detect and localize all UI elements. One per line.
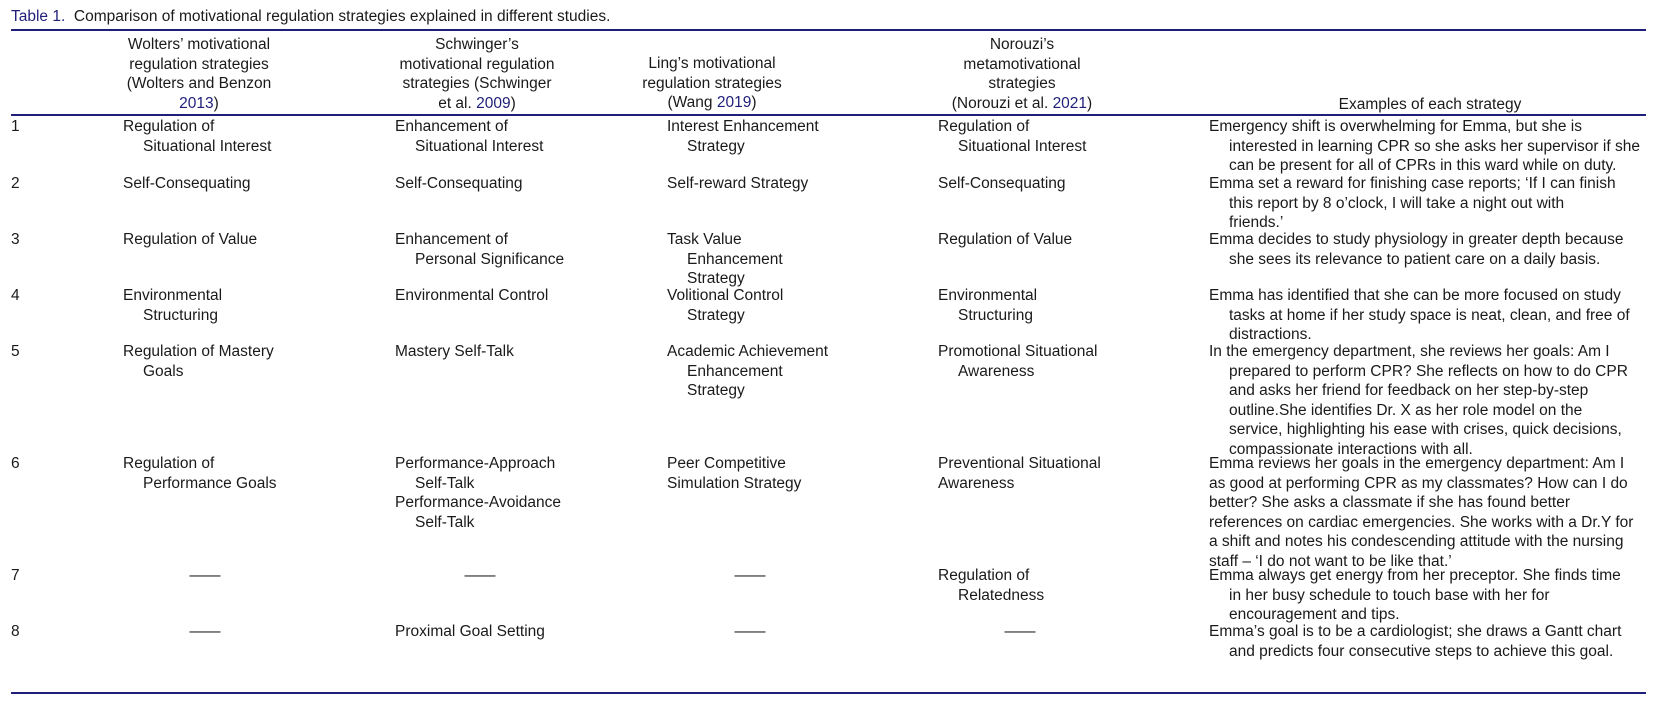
cell-line: service, highlighting his ease with crises, quick decisions,: [1229, 421, 1622, 438]
cell-line: ——: [1004, 623, 1036, 640]
cell-line: Enhancement: [687, 362, 783, 380]
table-cell-c5: [1209, 622, 1649, 661]
cell-line: this report by 8 o’clock, I will take a night out with: [1229, 194, 1565, 212]
cell-line: Self-Consequating: [123, 175, 251, 192]
header-ling: [612, 54, 812, 113]
header-wolters-line3: (Wolters and Benzon: [126, 75, 272, 92]
table-cell-c4: [938, 117, 1198, 156]
cell-line: Regulation of Mastery: [123, 343, 274, 360]
top-rule: [11, 29, 1646, 31]
empty-cell-dash: [995, 622, 1045, 642]
table-cell-c4: [938, 566, 1198, 605]
cell-line: Personal Significance: [415, 250, 565, 268]
table-cell-c3: [667, 174, 927, 194]
header-schwinger-close: ): [510, 94, 516, 112]
table-cell-c2: [395, 622, 650, 642]
header-schwinger-line3: strategies (Schwinger: [402, 75, 552, 92]
cell-line: Strategy: [687, 270, 745, 287]
header-wolters-line2: regulation strategies: [129, 55, 269, 73]
header-ling-line2: regulation strategies: [642, 74, 782, 92]
header-norouzi-line1: Norouzi’s: [989, 36, 1055, 53]
cell-line: Regulation of: [123, 118, 215, 135]
header-norouzi-line2: metamotivational: [963, 55, 1081, 73]
cell-line: Awareness: [938, 474, 1015, 492]
cell-line: a shift and notes his condescending attitude with the nursing: [1209, 533, 1624, 550]
cell-line: ——: [189, 567, 221, 584]
cell-line: staff – ‘I do not want to be like that.’: [1209, 552, 1452, 570]
cell-line: Emma has identified that she can be more focused on study: [1209, 287, 1621, 304]
row-number: 8: [11, 623, 20, 640]
norouzi-citation-link[interactable]: 2021: [1052, 94, 1088, 112]
empty-cell-dash: [725, 566, 775, 586]
cell-line: Environmental Control: [395, 287, 549, 304]
row-number: 6: [11, 455, 20, 472]
row-number: 1: [11, 118, 20, 135]
cell-line: Strategy: [687, 382, 745, 399]
cell-line: Preventional Situational: [938, 455, 1101, 472]
table-cell-c5: [1209, 454, 1649, 571]
empty-cell-dash: [180, 622, 230, 642]
cell-line: interested in learning CPR so she asks her supervisor if she: [1229, 137, 1640, 155]
cell-line: Emma always get energy from her preceptor. She finds time: [1209, 567, 1621, 584]
table-cell-c3: [667, 230, 927, 289]
cell-line: Emma reviews her goals in the emergency department: Am I: [1209, 455, 1625, 472]
cell-line: Goals: [143, 362, 184, 380]
table-cell-c3: [667, 454, 927, 493]
cell-line: Task Value: [667, 231, 742, 248]
header-ling-line1: Ling’s motivational: [648, 55, 776, 72]
header-wolters-close: ): [213, 94, 219, 112]
cell-line: Simulation Strategy: [667, 474, 802, 492]
cell-line: and asks her friend for feedback on her step-by-step: [1229, 382, 1589, 399]
cell-line: ——: [189, 623, 221, 640]
header-schwinger-line2: motivational regulation: [399, 55, 555, 73]
row-number: 4: [11, 287, 20, 304]
cell-line: Regulation of: [938, 118, 1030, 135]
cell-line: Mastery Self-Talk: [395, 343, 514, 360]
table-cell-c5: [1209, 117, 1649, 176]
table-cell-c2: [395, 117, 650, 156]
cell-line: tasks at home if her study space is neat, clean, and free of: [1229, 306, 1630, 324]
cell-line: as good at performing CPR as my classmates? How can I do: [1209, 474, 1628, 492]
table-cell-c1: [123, 286, 373, 325]
cell-line: Performance Goals: [143, 474, 277, 492]
cell-line: Self-Consequating: [395, 175, 523, 192]
cell-line: Situational Interest: [143, 137, 272, 155]
cell-line: Regulation of Value: [938, 231, 1073, 248]
cell-line: Strategy: [687, 306, 745, 324]
empty-cell-dash: [725, 622, 775, 642]
table-cell-c1: [123, 174, 373, 194]
cell-line: Structuring: [958, 306, 1033, 324]
table-cell-c4: [938, 174, 1198, 194]
table-cell-c5: [1209, 286, 1649, 345]
wolters-citation-link[interactable]: 2013: [179, 94, 214, 112]
cell-line: Enhancement: [687, 250, 783, 268]
header-schwinger-etal: et al.: [438, 94, 477, 112]
cell-line: Promotional Situational: [938, 343, 1098, 360]
header-rule: [11, 114, 1646, 116]
header-norouzi-open: (Norouzi et al.: [951, 94, 1053, 112]
cell-line: Environmental: [938, 287, 1038, 304]
header-ling-open: (Wang: [667, 94, 717, 111]
table-cell-c5: [1209, 566, 1649, 625]
cell-line: Self-Talk: [415, 474, 475, 492]
cell-line: Relatedness: [958, 586, 1045, 604]
cell-line: prepared to perform CPR? She reflects on how to do CPR: [1229, 362, 1628, 380]
row-number: 2: [11, 175, 20, 192]
header-wolters: [99, 35, 299, 113]
table-cell-c1: [123, 342, 373, 381]
table-cell-c3: [667, 342, 927, 401]
cell-line: ——: [464, 567, 496, 584]
header-norouzi: [922, 35, 1122, 113]
table-cell-c3: [667, 117, 927, 156]
schwinger-citation-link[interactable]: 2009: [476, 94, 511, 112]
cell-line: outline.She identifies Dr. X as her role model on the: [1229, 401, 1583, 419]
cell-line: Self-reward Strategy: [667, 175, 809, 192]
empty-cell-dash: [180, 566, 230, 586]
header-schwinger-line1: Schwinger’s: [435, 36, 519, 53]
cell-line: Situational Interest: [958, 137, 1087, 155]
cell-line: compassionate interactions with all.: [1229, 440, 1473, 458]
table-cell-c2: [395, 342, 650, 362]
cell-line: she sees its relevance to patient care on a daily basis.: [1229, 250, 1601, 268]
cell-line: references on cardiac emergencies. She works with a Dr.Y for: [1209, 513, 1634, 531]
row-number: 3: [11, 231, 20, 248]
table-cell-c5: [1209, 342, 1649, 459]
header-wolters-line1: Wolters’ motivational: [127, 36, 271, 53]
cell-line: Enhancement of: [395, 118, 508, 135]
cell-line: Interest Enhancement: [667, 118, 819, 135]
cell-line: and predicts four consecutive steps to achieve this goal.: [1229, 642, 1614, 660]
cell-line: Volitional Control: [667, 287, 784, 304]
cell-line: encouragement and tips.: [1229, 606, 1400, 623]
table-cell-c1: [123, 230, 373, 250]
cell-line: ——: [734, 567, 766, 584]
table-label: Table 1.: [11, 8, 66, 25]
cell-line: Proximal Goal Setting: [395, 623, 545, 640]
header-norouzi-line3: strategies: [988, 75, 1056, 92]
header-norouzi-close: ): [1087, 94, 1093, 112]
cell-line: Performance-Avoidance: [395, 494, 561, 511]
table-cell-c2: [395, 230, 650, 269]
table-cell-c3: [667, 286, 927, 325]
ling-citation-link[interactable]: 2019: [716, 94, 752, 111]
bottom-rule: [11, 692, 1646, 694]
table-cell-c1: [123, 117, 373, 156]
cell-line: Self-Talk: [415, 513, 475, 531]
cell-line: Situational Interest: [415, 137, 544, 155]
cell-line: in her busy schedule to touch base with her for: [1229, 586, 1550, 604]
empty-cell-dash: [455, 566, 505, 586]
cell-line: better? She asks a classmate if she has found better: [1209, 494, 1571, 511]
cell-line: Self-Consequating: [938, 175, 1066, 192]
table-caption: [11, 7, 610, 27]
cell-line: Emma set a reward for finishing case reports; ‘If I can finish: [1209, 175, 1616, 192]
cell-line: Environmental: [123, 287, 223, 304]
cell-line: Regulation of: [938, 567, 1030, 584]
table-cell-c2: [395, 454, 650, 532]
cell-line: Strategy: [687, 137, 745, 155]
cell-line: Emma decides to study physiology in greater depth because: [1209, 231, 1624, 248]
cell-line: Emma’s goal is to be a cardiologist; she draws a Gantt chart: [1209, 623, 1622, 640]
table-cell-c4: [938, 454, 1198, 493]
table-cell-c2: [395, 286, 650, 306]
header-schwinger: [377, 35, 577, 113]
cell-line: Enhancement of: [395, 231, 508, 248]
cell-line: can be present for all of CPRs in this ward while on duty.: [1229, 157, 1617, 174]
table-cell-c2: [395, 174, 650, 194]
cell-line: Awareness: [958, 362, 1035, 380]
row-number: 5: [11, 343, 20, 360]
cell-line: friends.’: [1229, 214, 1284, 231]
table-cell-c5: [1209, 230, 1649, 269]
table-cell-c4: [938, 342, 1198, 381]
cell-line: Academic Achievement: [667, 343, 829, 360]
table-caption-text: Comparison of motivational regulation strategies explained in different studies.: [73, 8, 611, 25]
header-examples: Examples of each strategy: [1338, 96, 1522, 113]
table-cell-c4: [938, 286, 1198, 325]
cell-line: Regulation of: [123, 455, 215, 472]
cell-line: In the emergency department, she reviews her goals: Am I: [1209, 343, 1610, 360]
cell-line: distractions.: [1229, 326, 1312, 343]
table-cell-c1: [123, 454, 373, 493]
cell-line: ——: [734, 623, 766, 640]
cell-line: Regulation of Value: [123, 231, 258, 248]
cell-line: Structuring: [143, 306, 218, 324]
table-cell-c5: [1209, 174, 1649, 233]
cell-line: Performance-Approach: [395, 455, 556, 472]
table-cell-c4: [938, 230, 1198, 250]
header-ling-close: ): [751, 94, 757, 111]
cell-line: Emergency shift is overwhelming for Emma, but she is: [1209, 118, 1582, 135]
cell-line: Peer Competitive: [667, 455, 786, 472]
row-number: 7: [11, 567, 20, 584]
